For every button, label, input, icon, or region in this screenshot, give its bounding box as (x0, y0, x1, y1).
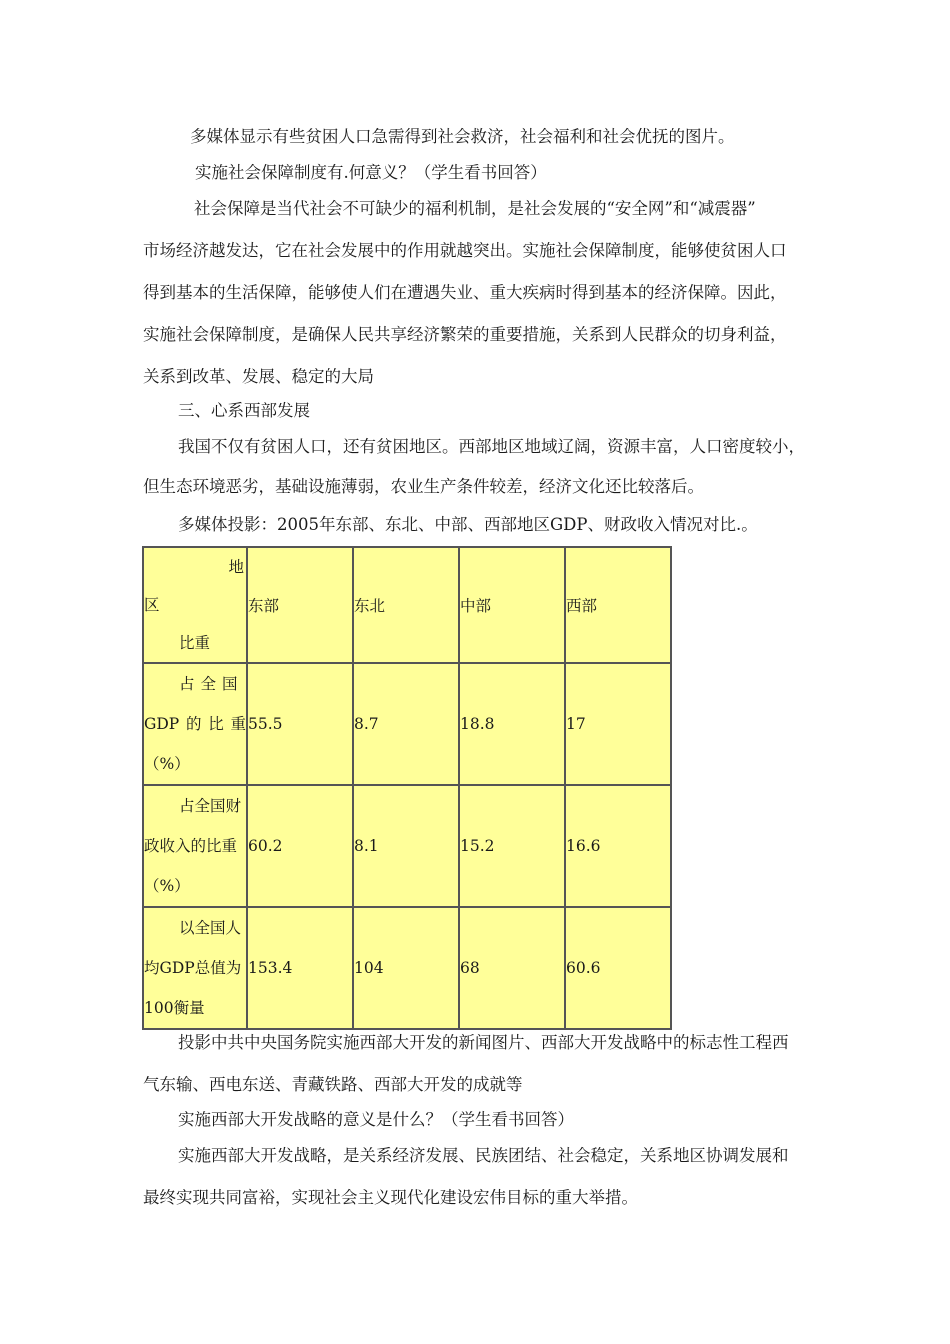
question-social-security: 实施社会保障制度有.何意义？（学生看书回答） (195, 163, 547, 182)
table-cell: 17 (565, 663, 671, 785)
paragraph-social-security-line4: 实施社会保障制度，是确保人民共享经济繁荣的重要措施，关系到人民群众的切身利益， (143, 325, 787, 344)
paragraph-poor-regions-line2: 但生态环境恶劣，基础设施薄弱，农业生产条件较差，经济文化还比较落后。 (143, 477, 704, 496)
section-heading-west: 三、心系西部发展 (178, 401, 310, 420)
corner-label-bottom: 比重 (179, 634, 211, 652)
question-western-development: 实施西部大开发战略的意义是什么？（学生看书回答） (178, 1110, 574, 1129)
table-header-row (143, 547, 671, 663)
paragraph-social-security-line5: 关系到改革、发展、稳定的大局 (143, 367, 374, 386)
table-corner-cell (143, 547, 247, 663)
corner-label-top: 地 (228, 558, 244, 576)
paragraph-western-development-line1: 实施西部大开发战略，是关系经济发展、民族团结、社会稳定，关系地区协调发展和 (178, 1146, 789, 1165)
row-label-line: （%） (144, 755, 190, 773)
row-header-revenue-share (143, 785, 247, 907)
table-cell: 60.2 (247, 785, 353, 907)
column-header: 东部 (247, 547, 353, 663)
row-label-line: 政收入的比重 (144, 837, 238, 855)
paragraph-western-development-line2: 最终实现共同富裕，实现社会主义现代化建设宏伟目标的重大举措。 (143, 1188, 638, 1207)
table-cell: 60.6 (565, 907, 671, 1029)
row-header-gdp-share (143, 663, 247, 785)
row-label-line: 以全国人 (179, 919, 242, 937)
paragraph-multimedia-relief: 多媒体显示有些贫困人口急需得到社会救济，社会福利和社会优抚的图片。 (190, 127, 735, 146)
column-header: 东北 (353, 547, 459, 663)
table-cell: 104 (353, 907, 459, 1029)
paragraph-social-security-line2: 市场经济越发达，它在社会发展中的作用就越突出。实施社会保障制度，能够使贫困人口 (143, 241, 787, 260)
table-cell: 55.5 (247, 663, 353, 785)
table-cell: 8.1 (353, 785, 459, 907)
row-label-line: GDP的比重 (144, 715, 246, 733)
table-cell: 18.8 (459, 663, 565, 785)
regional-comparison-table (142, 546, 672, 1030)
table-row (143, 785, 671, 907)
paragraph-projection-news-line2: 气东输、西电东送、青藏铁路、西部大开发的成就等 (143, 1075, 523, 1094)
table-cell: 68 (459, 907, 565, 1029)
paragraph-social-security-line1: 社会保障是当代社会不可缺少的福利机制，是社会发展的“安全网”和“减震器” (194, 199, 756, 218)
column-header: 中部 (459, 547, 565, 663)
row-label-line: 占全国 (179, 675, 244, 693)
table-row (143, 663, 671, 785)
row-label-line: （%） (144, 877, 190, 895)
row-label-line: 100衡量 (144, 999, 205, 1017)
table-cell: 16.6 (565, 785, 671, 907)
paragraph-projection-caption: 多媒体投影：2005年东部、东北、中部、西部地区GDP、财政收入情况对比.。 (178, 515, 758, 534)
column-header: 西部 (565, 547, 671, 663)
corner-label-mid: 区 (144, 596, 160, 614)
row-label-line: 均GDP总值为 (144, 959, 242, 977)
table-cell: 15.2 (459, 785, 565, 907)
paragraph-social-security-line3: 得到基本的生活保障，能够使人们在遭遇失业、重大疾病时得到基本的经济保障。因此， (143, 283, 787, 302)
paragraph-poor-regions-line1: 我国不仅有贫困人口，还有贫困地区。西部地区地域辽阔，资源丰富，人口密度较小， (178, 437, 805, 456)
table-cell: 153.4 (247, 907, 353, 1029)
table-cell: 8.7 (353, 663, 459, 785)
row-label-line: 占全国财 (179, 797, 242, 815)
row-header-per-capita-gdp (143, 907, 247, 1029)
table-row (143, 907, 671, 1029)
paragraph-projection-news-line1: 投影中共中央国务院实施西部大开发的新闻图片、西部大开发战略中的标志性工程西 (178, 1033, 789, 1052)
